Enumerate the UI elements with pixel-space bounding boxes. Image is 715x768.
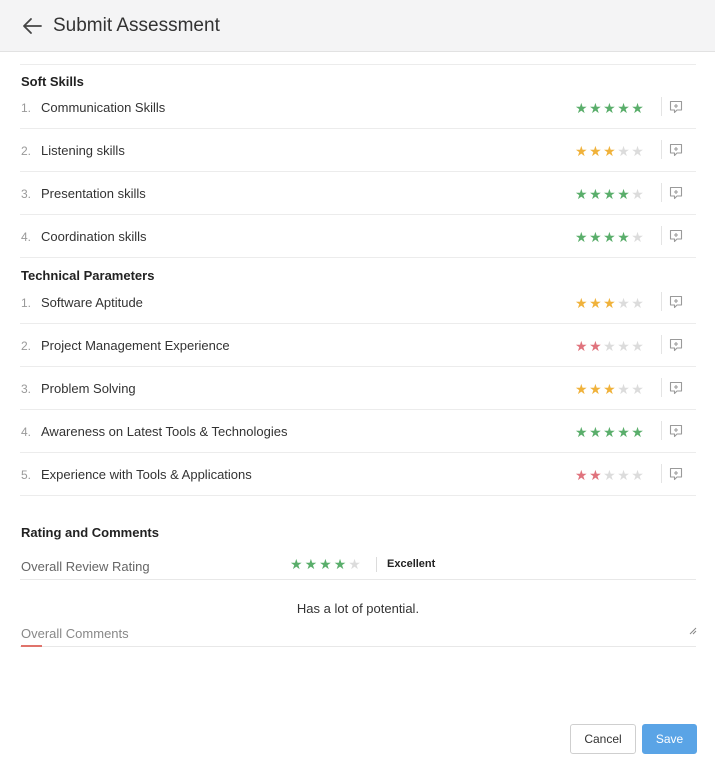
star-icon[interactable]: ★ — [603, 380, 616, 397]
skill-index: 2. — [21, 143, 32, 158]
overall-comments-label: Overall Comments — [21, 626, 129, 641]
rating-divider — [661, 226, 662, 245]
skill-rating-stars[interactable] — [575, 215, 645, 258]
star-icon[interactable]: ★ — [603, 228, 616, 245]
page-header — [0, 0, 715, 52]
add-comment-icon[interactable] — [668, 423, 684, 439]
skill-label: Communication Skills — [41, 100, 166, 115]
rating-divider — [661, 292, 662, 311]
skill-row — [20, 367, 696, 410]
star-icon[interactable]: ★ — [631, 466, 644, 483]
skill-index: 4. — [21, 424, 32, 439]
section-title-technical-parameters: Technical Parameters — [21, 268, 155, 283]
skill-label: Experience with Tools & Applications — [41, 467, 252, 482]
star-icon[interactable]: ★ — [631, 142, 644, 159]
star-icon[interactable]: ★ — [617, 228, 630, 245]
skill-index: 1. — [21, 295, 32, 310]
star-icon[interactable]: ★ — [631, 185, 644, 202]
star-icon[interactable]: ★ — [589, 423, 602, 440]
rating-divider — [661, 97, 662, 116]
skill-rating-stars[interactable] — [575, 281, 645, 324]
star-icon[interactable]: ★ — [589, 466, 602, 483]
star-icon[interactable]: ★ — [631, 380, 644, 397]
skill-label: Presentation skills — [41, 186, 146, 201]
skill-row — [20, 86, 696, 129]
star-icon[interactable]: ★ — [575, 99, 588, 116]
star-icon[interactable]: ★ — [333, 556, 347, 572]
section-title-soft-skills: Soft Skills — [21, 74, 84, 89]
rating-divider — [661, 421, 662, 440]
star-icon[interactable]: ★ — [575, 228, 588, 245]
star-icon[interactable]: ★ — [617, 185, 630, 202]
add-comment-icon[interactable] — [668, 185, 684, 201]
add-comment-icon[interactable] — [668, 380, 684, 396]
star-icon[interactable]: ★ — [631, 228, 644, 245]
section-title-rating-and-comments: Rating and Comments — [21, 525, 159, 540]
skill-row — [20, 410, 696, 453]
star-icon[interactable]: ★ — [631, 423, 644, 440]
star-icon[interactable]: ★ — [631, 99, 644, 116]
add-comment-icon[interactable] — [668, 228, 684, 244]
star-icon[interactable]: ★ — [589, 142, 602, 159]
star-icon[interactable]: ★ — [575, 294, 588, 311]
star-icon[interactable]: ★ — [575, 466, 588, 483]
skill-label: Listening skills — [41, 143, 125, 158]
star-icon[interactable]: ★ — [631, 294, 644, 311]
skill-label: Software Aptitude — [41, 295, 143, 310]
skill-label: Project Management Experience — [41, 338, 230, 353]
skill-row — [20, 281, 696, 324]
add-comment-icon[interactable] — [668, 337, 684, 353]
star-icon[interactable]: ★ — [603, 142, 616, 159]
resize-grip-icon[interactable] — [689, 627, 697, 635]
star-icon[interactable]: ★ — [290, 556, 303, 572]
overall-rating-stars[interactable] — [290, 557, 363, 571]
star-icon[interactable]: ★ — [617, 142, 630, 159]
overall-rating-underline — [20, 579, 696, 580]
star-icon[interactable]: ★ — [617, 466, 630, 483]
star-icon[interactable]: ★ — [348, 556, 361, 572]
star-icon[interactable]: ★ — [603, 423, 616, 440]
star-icon[interactable]: ★ — [603, 337, 616, 354]
star-icon[interactable]: ★ — [617, 99, 630, 116]
skill-index: 3. — [21, 381, 32, 396]
star-icon[interactable]: ★ — [304, 556, 318, 572]
add-comment-icon[interactable] — [668, 142, 684, 158]
star-icon[interactable]: ★ — [617, 337, 630, 354]
skill-rating-stars[interactable] — [575, 324, 645, 367]
rating-divider — [661, 140, 662, 159]
add-comment-icon[interactable] — [668, 99, 684, 115]
star-icon[interactable]: ★ — [589, 99, 602, 116]
skill-label: Awareness on Latest Tools & Technologies — [41, 424, 288, 439]
overall-comments-input[interactable]: Has a lot of potential. — [296, 601, 420, 616]
skill-row — [20, 129, 696, 172]
star-icon[interactable]: ★ — [575, 423, 588, 440]
star-icon[interactable]: ★ — [617, 423, 630, 440]
star-icon[interactable]: ★ — [575, 380, 588, 397]
skill-index: 3. — [21, 186, 32, 201]
add-comment-icon[interactable] — [668, 294, 684, 310]
rating-divider — [661, 378, 662, 397]
overall-rating-label: Overall Review Rating — [21, 559, 150, 574]
star-icon[interactable]: ★ — [603, 185, 616, 202]
star-icon[interactable]: ★ — [575, 185, 588, 202]
star-icon[interactable]: ★ — [575, 337, 588, 354]
rating-divider — [661, 335, 662, 354]
star-icon[interactable]: ★ — [589, 294, 602, 311]
skill-index: 1. — [21, 100, 32, 115]
star-icon[interactable]: ★ — [617, 380, 630, 397]
rating-divider — [661, 183, 662, 202]
skill-row — [20, 172, 696, 215]
skill-rating-stars[interactable] — [575, 172, 645, 215]
star-icon[interactable]: ★ — [589, 185, 602, 202]
skill-index: 5. — [21, 467, 32, 482]
save-button[interactable]: Save — [642, 724, 697, 754]
star-icon[interactable]: ★ — [589, 337, 602, 354]
skill-row — [20, 324, 696, 367]
overall-comments-focus-accent — [21, 645, 42, 647]
star-icon[interactable]: ★ — [589, 380, 602, 397]
overall-rating-divider — [376, 557, 377, 572]
add-comment-icon[interactable] — [668, 466, 684, 482]
arrow-left-icon[interactable] — [22, 17, 42, 35]
skill-rating-stars[interactable] — [575, 129, 645, 172]
star-icon[interactable]: ★ — [617, 294, 630, 311]
skill-rating-stars[interactable] — [575, 86, 645, 129]
row-divider — [20, 257, 696, 258]
star-icon[interactable]: ★ — [603, 466, 616, 483]
cancel-button[interactable]: Cancel — [570, 724, 636, 754]
skill-rating-stars[interactable] — [575, 410, 645, 453]
star-icon[interactable]: ★ — [589, 228, 602, 245]
skill-rating-stars[interactable] — [575, 367, 645, 410]
overall-comments-underline — [20, 646, 696, 647]
skill-row — [20, 215, 696, 258]
top-divider — [20, 64, 696, 65]
star-icon[interactable]: ★ — [575, 142, 588, 159]
skill-label: Problem Solving — [41, 381, 136, 396]
page-title: Submit Assessment — [53, 15, 220, 36]
skill-label: Coordination skills — [41, 229, 147, 244]
skill-row — [20, 453, 696, 496]
star-icon[interactable]: ★ — [603, 294, 616, 311]
star-icon[interactable]: ★ — [319, 556, 332, 572]
overall-rating-text: Excellent — [387, 558, 436, 570]
skill-rating-stars[interactable] — [575, 453, 645, 496]
star-icon[interactable]: ★ — [603, 99, 616, 116]
row-divider — [20, 495, 696, 496]
star-icon[interactable]: ★ — [631, 337, 644, 354]
skill-index: 2. — [21, 338, 32, 353]
rating-divider — [661, 464, 662, 483]
skill-index: 4. — [21, 229, 32, 244]
